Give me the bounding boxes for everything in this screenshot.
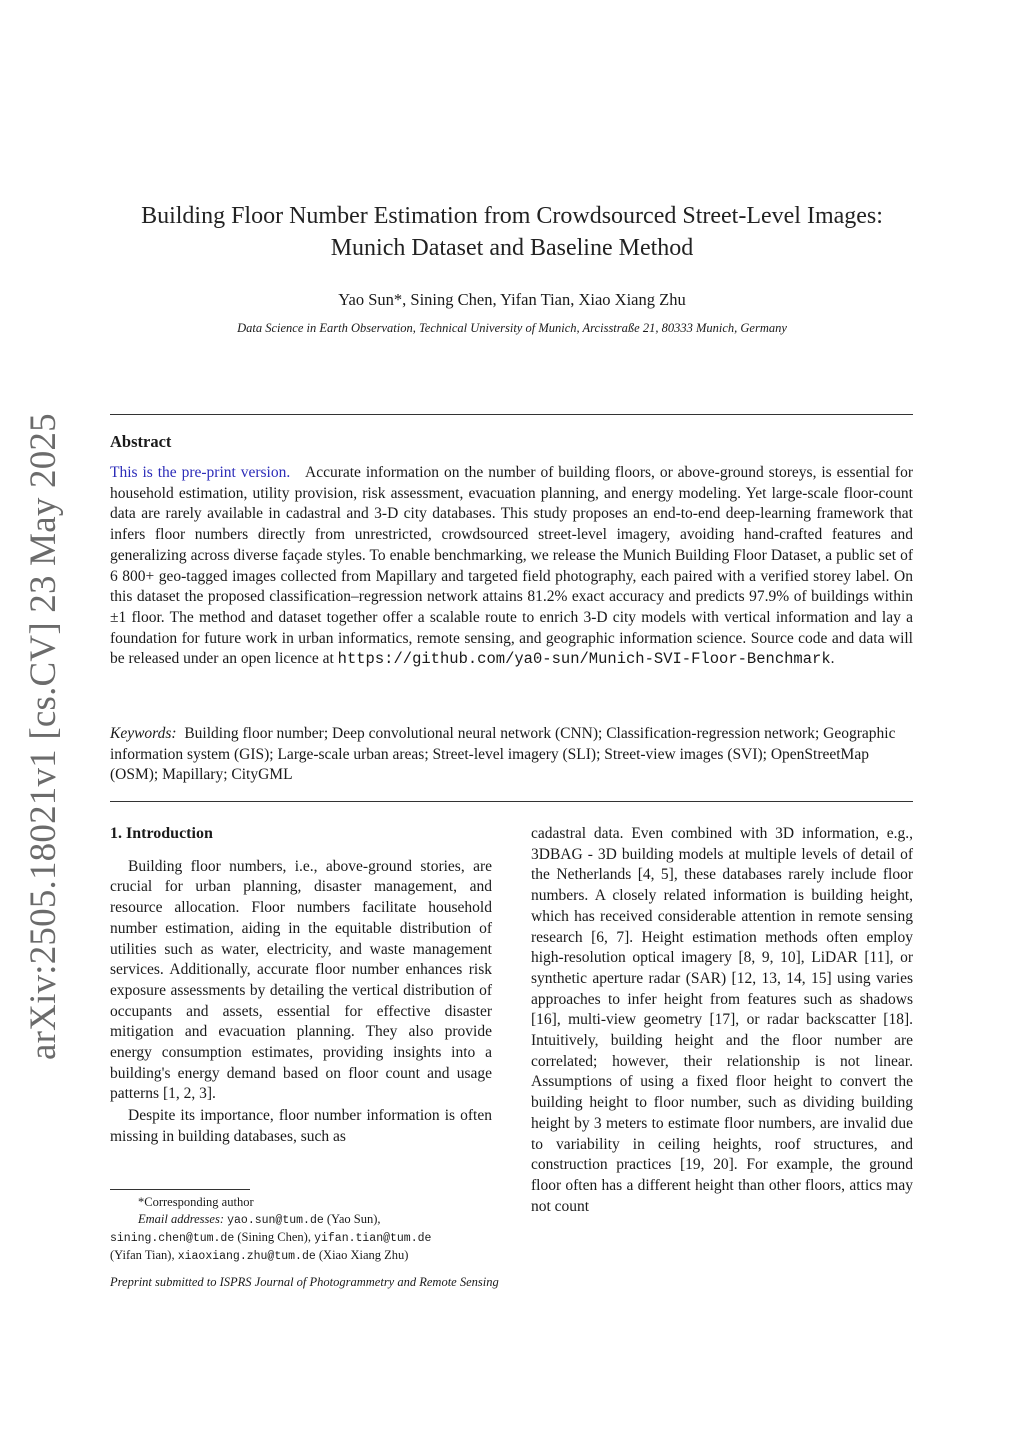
abstract-bottom-divider — [110, 801, 913, 802]
intro-paragraph-2: Despite its importance, floor number information is often missing in building databases, such as — [110, 1107, 492, 1145]
intro-paragraph-2-continued: cadastral data. Even combined with 3D information, e.g., 3DBAG - 3D building models at multiple levels of detail of the Netherlands [4, 5], these databases rarely include floor numbers. A closely related information is building height, which has received considerable attention in remote sensing research [6, 7]. Height estimation methods often employ high-resolution optical imagery [8, 9, 10], LiDAR [11], or synthetic aperture radar (SAR) [12, 13, 14, 15] using varies approaches to infer height from features such as shadows [16], multi-view geometry [17], or radar backscatter [18]. Intuitively, building height and the floor number are correlated; however, their relationship is not linear. Assumptions of using a fixed floor height to convert the building height to floor number, such as dividing building height by 3 meters to estimate floor numbers, are invalid due to variability in ceiling heights, roof structures, and construction practices [19, 20]. For example, the ground floor often has a different height than other floors, attics may not count — [531, 825, 913, 1215]
affiliation: Data Science in Earth Observation, Technical University of Munich, Arcisstraße 21, 80333 Munich, Germany — [237, 321, 787, 335]
email-line-3 — [110, 1247, 492, 1265]
section-heading-introduction: 1. Introduction — [110, 825, 213, 842]
email-name-2: (Sining Chen), — [237, 1230, 311, 1244]
preprint-version-link[interactable]: This is the pre-print version. — [110, 464, 291, 481]
repository-url[interactable]: https://github.com/ya0-sun/Munich-SVI-Floor-Benchmark — [337, 650, 831, 669]
email-name-1: (Yao Sun), — [326, 1212, 381, 1226]
email-label: Email addresses: — [138, 1212, 224, 1226]
corresponding-author-note: *Corresponding author — [138, 1195, 254, 1209]
preprint-submission-note: Preprint submitted to ISPRS Journal of Photogrammetry and Remote Sensing — [110, 1275, 499, 1289]
abstract-end-period: . — [830, 650, 835, 668]
intro-paragraph-1: Building floor numbers, i.e., above-ground stories, are crucial for urban planning, disaster management, and resource allocation. Floor numbers facilitate household number estimation, aiding in the equitable distribution of utilities such as water, electricity, and waste management services. Additionally, accurate floor number enhances risk exposure assessments by detailing the vertical distribution of occupants and assets, essential for effective disaster mitigation and evacuation planning. They also provide energy consumption estimates, providing insights into a building's energy demand based on floor count and usage patterns [1, 2, 3]. — [110, 857, 492, 1103]
keywords-text: Building floor number; Deep convolutional neural network (CNN); Classification-regression network; Geographic information system (GIS); Large-scale urban areas; Street-level imagery (SLI); Street-view images (SVI); OpenStreetMap (OSM); Mapillary; CityGML — [110, 725, 896, 784]
email-line-1 — [110, 1211, 492, 1229]
keywords-label: Keywords: — [110, 725, 177, 742]
email-line-2 — [110, 1229, 492, 1247]
left-column — [110, 824, 492, 1148]
email-xiao-xiang-zhu[interactable]: xiaoxiang.zhu@tum.de — [177, 1250, 316, 1263]
email-sining-chen[interactable]: sining.chen@tum.de — [110, 1232, 235, 1245]
footnote-divider — [110, 1189, 250, 1190]
keywords — [110, 724, 913, 786]
title-line-2: Munich Dataset and Baseline Method — [330, 235, 694, 261]
title-line-1: Building Floor Number Estimation from Crowdsourced Street-Level Images: — [141, 203, 883, 229]
email-yifan-tian[interactable]: yifan.tian@tum.de — [314, 1232, 432, 1245]
paper-title — [110, 200, 914, 264]
arxiv-identifier-stamp: arXiv:2505.18021v1 [cs.CV] 23 May 2025 — [23, 413, 64, 1060]
email-yao-sun[interactable]: yao.sun@tum.de — [227, 1214, 324, 1227]
footnote — [110, 1194, 492, 1265]
email-name-3: (Yifan Tian), — [110, 1248, 175, 1262]
top-divider — [110, 414, 913, 415]
abstract-heading: Abstract — [110, 432, 172, 451]
author-list: Yao Sun*, Sining Chen, Yifan Tian, Xiao Xiang Zhu — [338, 290, 686, 309]
abstract-body-text: Accurate information on the number of building floors, or above-ground storeys, is essential for household estimation, utility provision, risk assessment, evacuation planning, and energy modeling. Yet large-scale floor-count data are rarely available in cadastral and 3-D city databases. This study proposes an end-to-end deep-learning framework that infers floor numbers directly from unrestricted, crowdsourced street-level imagery, avoiding hand-crafted features and generalizing across diverse façade styles. To enable benchmarking, we release the Munich Building Floor Dataset, a public set of 6 800+ geo-tagged images collected from Mapillary and targeted field photography, each paired with a verified storey label. On this dataset the proposed classification–regression network attains 81.2% exact accuracy and predicts 97.9% of buildings within ±1 floor. The method and dataset together offer a scalable route to enrich 3-D city models with vertical information and lay a foundation for future work in urban informatics, remote sensing, and geographic information science. Source code and data will be released under an open licence at — [110, 464, 913, 668]
email-name-4: (Xiao Xiang Zhu) — [318, 1248, 409, 1262]
right-column — [531, 824, 913, 1217]
abstract-text — [110, 463, 913, 670]
